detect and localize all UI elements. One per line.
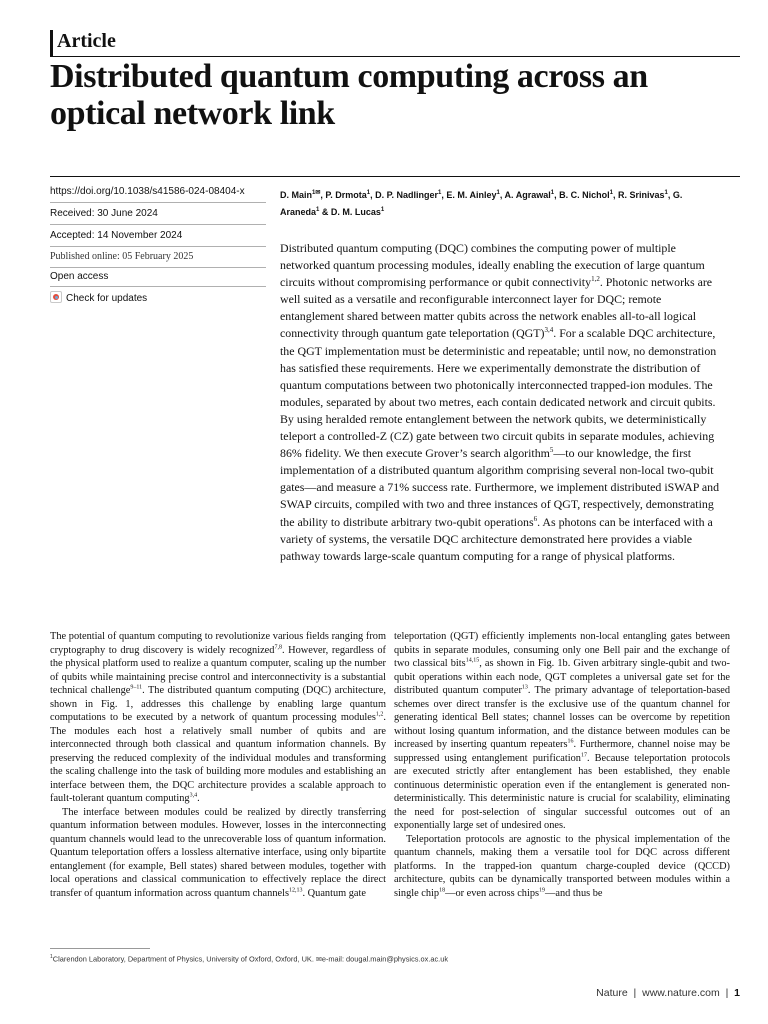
citation-superscript[interactable]: 9–11 (130, 684, 143, 691)
doi-link[interactable]: https://doi.org/10.1038/s41586-024-08404-x (50, 186, 245, 197)
text-run: . The modules each host a relatively small number of qubits and are interconnected through both classical and quantum information channels. By preserving the reduced complexity of the individual modules and transforming the scaling challenge into the task of building more modules and establishing an interface between them, the DQC architecture provides a scalable approach to fault-tolerant quantum computing (50, 712, 386, 804)
title-top-rule (50, 56, 740, 57)
citation-superscript[interactable]: 3,4 (544, 326, 554, 335)
text-run: Teleportation protocols are agnostic to the physical implementation of the quantum channels, making them a versatile tool for DQC across different platforms. In the trapped-ion quantum charge-coupled device (QCCD) architecture, qubits can be dynamically transported between modules within a single chip (394, 833, 730, 899)
author-name: D. M. Lucas (330, 207, 381, 217)
body-paragraph (394, 833, 730, 901)
meta-divider (50, 202, 266, 203)
citation-superscript[interactable]: 19 (539, 887, 546, 894)
citation-superscript[interactable]: 13 (521, 684, 528, 691)
article-title: Distributed quantum computing across an optical network link (50, 58, 648, 132)
author-entry[interactable] (446, 190, 500, 200)
author-entry[interactable] (331, 207, 384, 217)
text-run: The interface between modules could be realized by directly transferring quantum information between modules. However, losses in the interconnecting quantum channels would lead to the unrecoverable loss of quantum information. Quantum teleportation offers a lossless alternative interface, using only bipartite entanglement (for example, Bell states) shared between modules, together with local operations and classical communication to effectively replace the direct transfer of quantum information across quantum channels (50, 806, 386, 899)
text-run: . Photonic networks are well suited as a versatile and reconfigurable interconnect layer for DQC; remote entanglement shared between matter qubits across the network enables all-to-all logical connectivity through quantum gate teleportation (QGT) (280, 275, 713, 341)
abstract (280, 240, 728, 565)
journal-website-link[interactable]: www.nature.com (642, 987, 720, 999)
author-entry[interactable] (375, 190, 441, 200)
accepted-date: Accepted: 14 November 2024 (50, 230, 183, 241)
citation-superscript[interactable]: 7,8 (274, 644, 282, 651)
check-for-updates-icon (50, 291, 62, 303)
mail-icon: ✉ (315, 956, 322, 964)
author-name: R. Srinivas (617, 190, 665, 200)
citation-superscript[interactable]: 3,4 (189, 792, 198, 799)
author-affiliation-marker: 1 (437, 190, 442, 196)
meta-divider (50, 224, 266, 225)
text-run: , as shown in Fig. 1b. Given arbitrary single-qubit and two-qubit operations within each node, QGT completes a universal gate set for the distributed quantum computer (394, 658, 730, 696)
email-link[interactable]: e-mail: dougal.main@physics.ox.ac.uk (321, 954, 449, 964)
text-run: . The distributed quantum computing (DQC) architecture, shown in Fig. 1, addresses this challenge by enabling large quantum computations to be executed by a network of quantum processing modules (50, 685, 386, 723)
text-run: The potential of quantum computing to revolutionize various fields ranging from cryptography to drug discovery is widely recognized (50, 631, 386, 656)
author-entry[interactable] (325, 190, 370, 200)
text-run: . Quantum gate (302, 887, 366, 899)
author-affiliation-marker: 1 (316, 207, 320, 213)
author-affiliation-marker: 1 (550, 190, 555, 196)
article-type-label: Article (57, 30, 116, 52)
text-run: . Furthermore, channel noise may be suppressed using entanglement purification (394, 739, 730, 764)
author-entry[interactable] (618, 190, 668, 200)
body-column-right (394, 630, 730, 900)
citation-superscript[interactable]: 5 (549, 446, 554, 455)
page-footer (596, 987, 740, 999)
affiliation-marker: 1 (50, 954, 53, 960)
citation-superscript[interactable]: 6 (533, 514, 538, 523)
text-run: —and thus be (545, 887, 603, 899)
journal-name: Nature (596, 987, 628, 999)
affiliation-footnote (50, 954, 730, 963)
title-bottom-rule (50, 176, 740, 177)
text-run: . As photons can be interfaced with a variety of systems, the versatile DQC architecture demonstrated here provides a viable pathway towards large-scale quantum computing for a range of physical platforms. (280, 514, 713, 563)
text-run: . However, regardless of the physical platform used to realize a quantum computer, scaling up the number of qubits while maintaining precise control and interconnectivity is a substantial technical challenge (50, 644, 386, 696)
body-paragraph (394, 630, 730, 833)
footnote-rule (50, 948, 150, 949)
author-name: A. Agrawal (504, 190, 551, 200)
author-affiliation-marker: 1 (380, 207, 385, 213)
citation-superscript[interactable]: 18 (439, 887, 446, 894)
author-name: D. P. Nadlinger (375, 190, 438, 200)
affiliation-text: Clarendon Laboratory, Department of Physics, University of Oxford, Oxford, UK. (52, 954, 314, 964)
body-paragraph (50, 630, 386, 806)
meta-divider (50, 267, 266, 268)
text-run: —to our knowledge, the first implementation of a distributed quantum algorithm comprising several non-local two-qubit gates—and measure a 71% success rate. Furthermore, we implement distributed iSWAP and SWAP circuits, compiled with two and three instances of QGT, respectively, demonstrating the ability to distribute arbitrary two-qubit operations (280, 446, 720, 529)
author-affiliation-marker: 1✉ (312, 190, 321, 196)
article-type-rule (50, 30, 53, 56)
footer-separator: | (725, 987, 729, 999)
author-affiliation-marker: 1 (664, 190, 668, 196)
author-affiliation-marker: 1 (496, 190, 500, 196)
text-run: . (197, 793, 200, 804)
text-run: teleportation (QGT) efficiently implements non-local entangling gates between qubits in separate modules, consuming only one Bell pair and the exchange of two classical bits (394, 631, 730, 669)
body-paragraph (50, 806, 386, 901)
author-name: P. Drmota (325, 190, 367, 200)
body-column-left (50, 630, 386, 900)
author-entry[interactable] (280, 190, 320, 200)
citation-superscript[interactable]: 17 (580, 752, 587, 759)
author-entry[interactable] (505, 190, 555, 200)
meta-divider (50, 286, 266, 287)
check-for-updates-label: Check for updates (66, 293, 148, 304)
meta-divider (50, 246, 266, 247)
author-name: B. C. Nichol (559, 190, 610, 200)
received-date: Received: 30 June 2024 (50, 208, 158, 219)
citation-superscript[interactable]: 1,2 (591, 275, 600, 284)
footer-separator: | (633, 987, 637, 999)
text-run: . For a scalable DQC architecture, the QGT implementation must be deterministic and repeatable; until now, no demonstration has satisfied these requirements. Here we experimentally demonstrate the distribution of quantum computations between two photonically interconnected trapped-ion modules. The modules, separated by about two metres, each contain dedicated network and circuit qubits. By using heralded remote entanglement between the network qubits, we deterministically teleport a controlled-Z (CZ) gate between two circuit qubits in separate modules, achieving 86% fidelity. We then execute Grover’s search algorithm (280, 326, 717, 461)
text-run: . Because teleportation protocols are executed strictly after entanglement has been established, they enable continuous deterministic operation even if the entanglement is generated non-deterministically. This deterministic nature is crucial for scalability, eliminating the need for post-selection of singular successful outcomes out of an exponentially large set of undesired ones. (394, 752, 730, 831)
citation-superscript[interactable]: 16 (567, 738, 574, 745)
open-access-label: Open access (50, 271, 109, 282)
author-affiliation-marker: 1 (609, 190, 613, 196)
author-list: D. Main$^{1✉}$, P. Drmota$^1$, D. P. Nadlinger$^1$, E. M. Ainley$^1$, A. Agrawal$^1$, B. C. Nichol$^1$, R. Srinivas$^1$, G. Araneda$^1$ & D. M. Lucas$^1$ (280, 190, 683, 217)
citation-superscript[interactable]: 14,15 (465, 657, 480, 664)
author-name: G. Araneda (280, 190, 683, 217)
citation-superscript[interactable]: 12,13 (289, 887, 303, 894)
page-number: 1 (734, 987, 740, 999)
author-affiliation-marker: 1 (366, 190, 371, 196)
text-run: Distributed quantum computing (DQC) combines the computing power of multiple networked quantum processing modules, ideally enabling the execution of large quantum circuits without compromising performance or qubit connectivity (280, 241, 705, 290)
author-name: D. Main (280, 190, 313, 200)
published-date: Published online: 05 February 2025 (50, 251, 194, 262)
author-entry[interactable] (559, 190, 613, 200)
text-run: —or even across chips (445, 887, 540, 899)
text-run: . The primary advantage of teleportation-based schemes over direct transfer is the exclusive use of the quantum channel for generating identical Bell states; channel losses can be overcome by repetition without losing quantum information, and the distance between modules can be increased by inserting quantum repeaters (394, 685, 730, 750)
author-name: E. M. Ainley (446, 190, 497, 200)
check-for-updates-button[interactable] (50, 291, 266, 304)
citation-superscript[interactable]: 1,2 (375, 711, 384, 718)
